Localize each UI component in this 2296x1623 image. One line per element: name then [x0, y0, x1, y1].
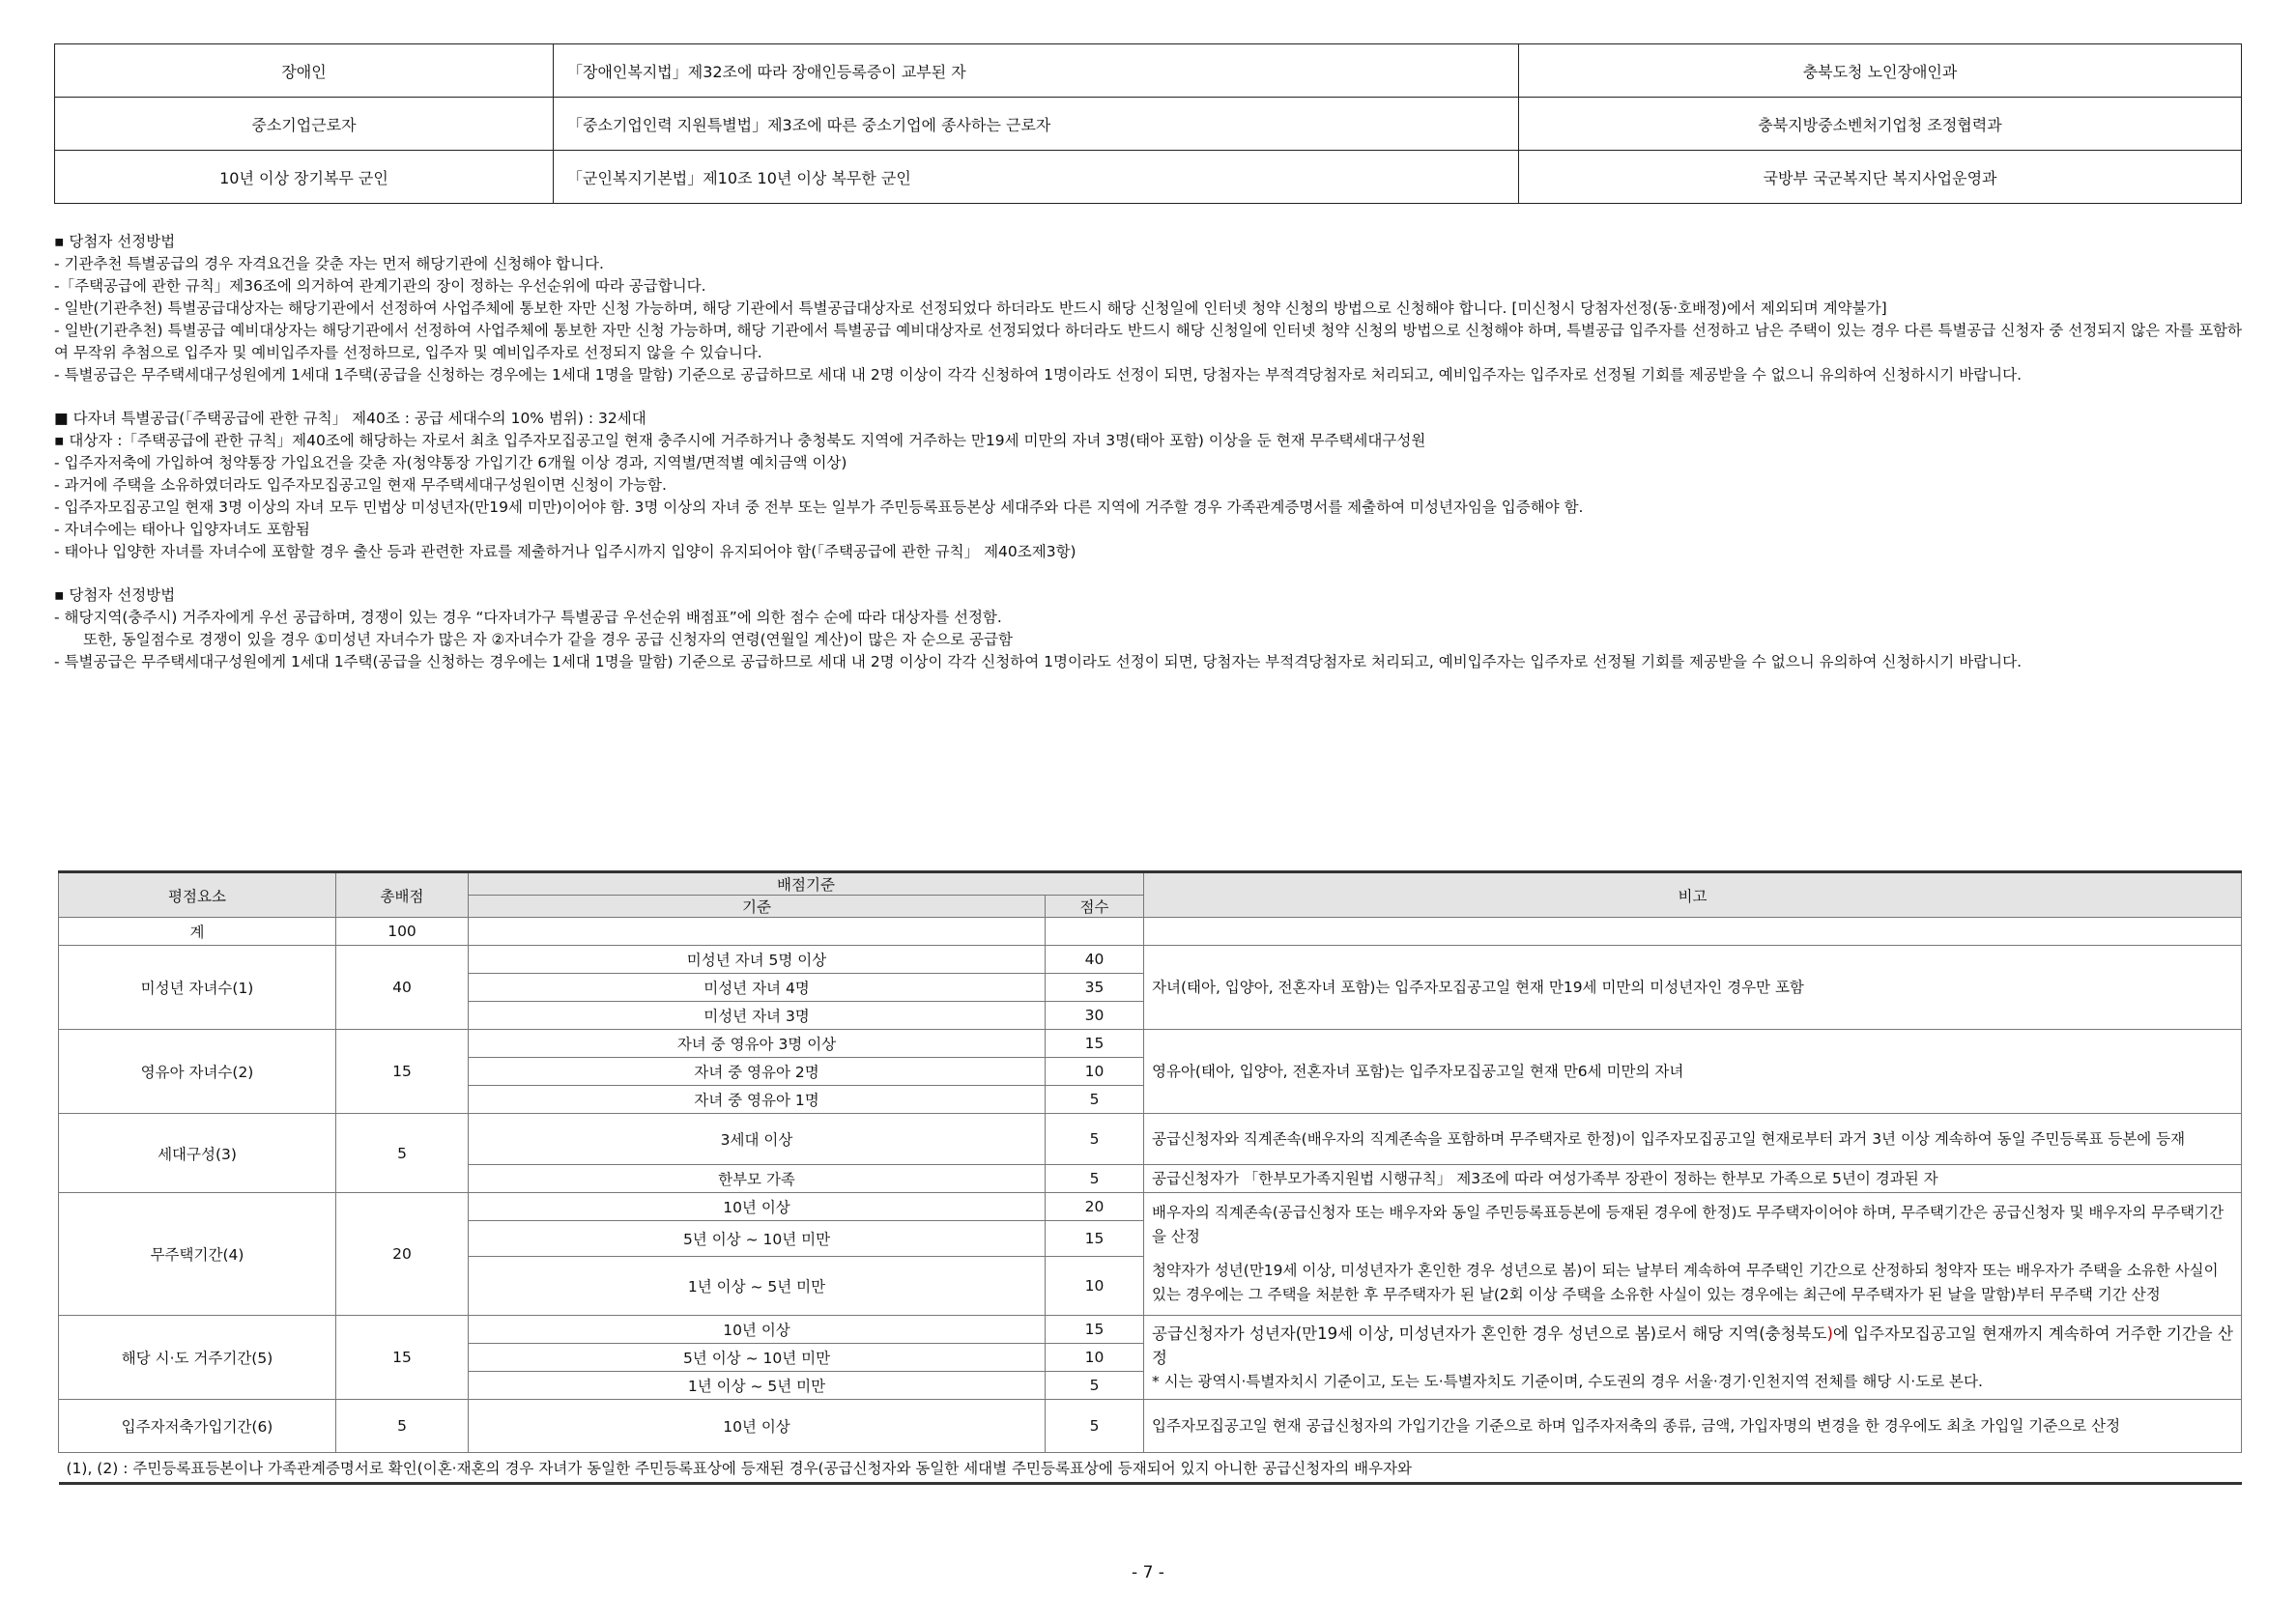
points-cell: 5: [1046, 1372, 1144, 1400]
section-heading: ■ 다자녀 특별공급(「주택공급에 관한 규칙」 제40조 : 공급 세대수의 10% 범위) : 32세대: [54, 410, 646, 427]
row-total: 15: [336, 1030, 469, 1114]
criteria-cell: 10년 이상: [469, 1400, 1046, 1453]
criteria-cell: 5년 이상 ~ 10년 미만: [469, 1221, 1046, 1257]
priority-score-table: [58, 870, 2242, 1485]
table-row: [55, 151, 2242, 204]
criteria-cell: 미성년 자녀 3명: [469, 1002, 1046, 1030]
points-cell: 30: [1046, 1002, 1144, 1030]
section-heading: ▪ 당첨자 선정방법: [54, 233, 176, 250]
row-label: 영유아 자녀수(2): [59, 1030, 336, 1114]
note-text-highlight: ): [1826, 1324, 1833, 1343]
paragraph-line: - 기관추천 특별공급의 경우 자격요건을 갖춘 자는 먼저 해당기관에 신청해야 합니다.: [54, 255, 604, 272]
points-cell: 10: [1046, 1344, 1144, 1372]
points-cell: 5: [1046, 1165, 1144, 1193]
table-footnote: (1), (2) : 주민등록표등본이나 가족관계증명서로 확인(이혼·재혼의 경우 자녀가 동일한 주민등록표상에 등재된 경우(공급신청자와 동일한 세대별 주민등록표상에 등재되어 있지 아니한 공급신청자의 배우자와: [59, 1453, 2242, 1484]
note-line: [1152, 1322, 2233, 1370]
paragraph-line: -「주택공급에 관한 규칙」제36조에 의거하여 관계기관의 장이 정하는 우선순위에 따라 공급합니다.: [54, 277, 706, 295]
page-number: - 7 -: [1132, 1563, 1164, 1582]
paragraph-line: - 과거에 주택을 소유하였더라도 입주자모집공고일 현재 무주택세대구성원이면 신청이 가능함.: [54, 476, 667, 494]
agency-cell: 충북지방중소벤처기업청 조정협력과: [1519, 98, 2242, 151]
basis-cell: 「장애인복지법」제32조에 따라 장애인등록증이 교부된 자: [554, 44, 1519, 98]
paragraph-line: - 특별공급은 무주택세대구성원에게 1세대 1주택(공급을 신청하는 경우에는 1세대 1명을 말함) 기준으로 공급하므로 세대 내 2명 이상이 각각 신청하여 1명이라도 선정이 되면, 당첨자는 부적격당첨자로 처리되고, 예비입주자는 입주자로 선정될 기회를 제공받을 수 없으니 유의하여 신청하시기 바랍니다.: [54, 653, 2023, 670]
points-cell: 40: [1046, 946, 1144, 974]
points-cell: 35: [1046, 974, 1144, 1002]
agency-cell: 국방부 국군복지단 복지사업운영과: [1519, 151, 2242, 204]
header-points: 점수: [1046, 896, 1144, 918]
points-cell: 5: [1046, 1086, 1144, 1114]
criteria-cell: 10년 이상: [469, 1193, 1046, 1221]
paragraph-line: - 일반(기관추천) 특별공급 예비대상자는 해당기관에서 선정하여 사업주체에 통보한 자만 신청 가능하며, 해당 기관에서 특별공급 예비대상자로 선정되었다 하더라도 반드시 해당 신청일에 인터넷 청약 신청의 방법으로 신청해야 하며, 특별공급 입주자를 선정하고 남은 주택이 있는 경우 다른 특별공급 신청자 중 선정되지 않은 자를 포함하여 무작위 추첨으로 입주자 및 예비입주자를 선정하므로, 입주자 및 예비입주자로 선정되지 않을 수 있습니다.: [54, 322, 2242, 361]
row-total: 20: [336, 1193, 469, 1316]
target-cell: 중소기업근로자: [55, 98, 554, 151]
points-cell: 15: [1046, 1030, 1144, 1058]
table-row: [59, 1114, 2242, 1165]
agency-cell: 충북도청 노인장애인과: [1519, 44, 2242, 98]
basis-cell: 「군인복지기본법」제10조 10년 이상 복무한 군인: [554, 151, 1519, 204]
points-cell: 20: [1046, 1193, 1144, 1221]
criteria-cell: 1년 이상 ~ 5년 미만: [469, 1372, 1046, 1400]
target-cell: 장애인: [55, 44, 554, 98]
note-line: * 시는 광역시·특별자치시 기준이고, 도는 도·특별자치도 기준이며, 수도권의 경우 서울·경기·인천지역 전체를 해당 시·도로 본다.: [1152, 1372, 1983, 1390]
body-text: [54, 231, 2242, 673]
header-criteria: 배점기준: [469, 872, 1144, 896]
row-label: 세대구성(3): [59, 1114, 336, 1193]
table-row: [55, 44, 2242, 98]
note-text: 에 입주자모집공고일 현재까지 계속하여 거주한 기간을 산정: [1152, 1324, 2233, 1367]
document-page: [54, 43, 2242, 1477]
points-cell: 15: [1046, 1316, 1144, 1344]
paragraph-line: ▪ 대상자 :「주택공급에 관한 규칙」제40조에 해당하는 자로서 최초 입주자모집공고일 현재 충주시에 거주하거나 충청북도 지역에 거주하는 만19세 미만의 자녀 3명(태아 포함) 이상을 둔 현재 무주택세대구성원: [54, 432, 1426, 449]
criteria-cell: 자녀 중 영유아 3명 이상: [469, 1030, 1046, 1058]
row-total: 5: [336, 1400, 469, 1453]
row-total: 15: [336, 1316, 469, 1400]
points-cell: 5: [1046, 1114, 1144, 1165]
criteria-cell: 미성년 자녀 4명: [469, 974, 1046, 1002]
paragraph-line: 또한, 동일점수로 경쟁이 있을 경우 ①미성년 자녀수가 많은 자 ②자녀수가 같을 경우 공급 신청자의 연령(연월일 계산)이 많은 자 순으로 공급함: [83, 631, 1013, 648]
criteria-cell: 3세대 이상: [469, 1114, 1046, 1165]
note-line: 청약자가 성년(만19세 이상, 미성년자가 혼인한 경우 성년으로 봄)이 되는 날부터 계속하여 무주택인 기간으로 산정하되 청약자 또는 배우자가 주택을 소유한 사실이 있는 경우에는 그 주택을 처분한 후 무주택자가 된 날(2회 이상 주택을 소유한 사실이 있는 경우에는 최근에 무주택자가 된 날을 말함)부터 무주택 기간 산정: [1152, 1262, 2219, 1303]
paragraph-line: - 태아나 입양한 자녀를 자녀수에 포함할 경우 출산 등과 관련한 자료를 제출하거나 입주시까지 입양이 유지되어야 함(「주택공급에 관한 규칙」 제40조제3항): [54, 543, 1076, 560]
criteria-cell: 5년 이상 ~ 10년 미만: [469, 1344, 1046, 1372]
row-label: 계: [59, 918, 336, 946]
row-label: 미성년 자녀수(1): [59, 946, 336, 1030]
criteria-cell: 미성년 자녀 5명 이상: [469, 946, 1046, 974]
row-label: 입주자저축가입기간(6): [59, 1400, 336, 1453]
row-total: 100: [336, 918, 469, 946]
note-text: 공급신청자가 성년자(만19세 이상, 미성년자가 혼인한 경우 성년으로 봄)로서 해당 지역(충청북도: [1152, 1324, 1827, 1343]
note-cell: 공급신청자가 「한부모가족지원법 시행규칙」 제3조에 따라 여성가족부 장관이 정하는 한부모 가족으로 5년이 경과된 자: [1144, 1165, 2242, 1193]
table-footnote-row: [59, 1453, 2242, 1484]
row-total: 40: [336, 946, 469, 1030]
note-cell: 입주자모집공고일 현재 공급신청자의 가입기간을 기준으로 하며 입주자저축의 종류, 금액, 가입자명의 변경을 한 경우에도 최초 가입일 기준으로 산정: [1144, 1400, 2242, 1453]
table-row: [55, 98, 2242, 151]
table-row: [59, 1400, 2242, 1453]
header-factor: 평점요소: [59, 872, 336, 918]
paragraph-line: - 입주자모집공고일 현재 3명 이상의 자녀 모두 민법상 미성년자(만19세 미만)이어야 함. 3명 이상의 자녀 중 전부 또는 일부가 주민등록표등본상 세대주와 다른 지역에 거주할 경우 가족관계증명서를 제출하여 미성년자임을 입증해야 함.: [54, 498, 1584, 516]
paragraph-line: - 입주자저축에 가입하여 청약통장 가입요건을 갖춘 자(청약통장 가입기간 6개월 이상 경과, 지역별/면적별 예치금액 이상): [54, 454, 847, 471]
table-row: [59, 1193, 2242, 1221]
note-line: 배우자의 직계존속(공급신청자 또는 배우자와 동일 주민등록표등본에 등재된 경우에 한정)도 무주택자이어야 하며, 무주택기간은 공급신청자 및 배우자의 무주택기간을 산정: [1152, 1204, 2224, 1245]
paragraph-line: - 특별공급은 무주택세대구성원에게 1세대 1주택(공급을 신청하는 경우에는 1세대 1명을 말함) 기준으로 공급하므로 세대 내 2명 이상이 각각 신청하여 1명이라도 선정이 되면, 당첨자는 부적격당첨자로 처리되고, 예비입주자는 입주자로 선정될 기회를 제공받을 수 없으니 유의하여 신청하시기 바랍니다.: [54, 366, 2023, 384]
note-cell: 영유아(태아, 입양아, 전혼자녀 포함)는 입주자모집공고일 현재 만6세 미만의 자녀: [1144, 1030, 2242, 1114]
points-cell: 10: [1046, 1257, 1144, 1316]
basis-cell: 「중소기업인력 지원특별법」제3조에 따른 중소기업에 종사하는 근로자: [554, 98, 1519, 151]
row-total: 5: [336, 1114, 469, 1193]
table-row: [59, 918, 2242, 946]
table-row: [59, 1030, 2242, 1058]
paragraph-line: - 해당지역(충주시) 거주자에게 우선 공급하며, 경쟁이 있는 경우 “다자녀가구 특별공급 우선순위 배점표”에 의한 점수 순에 따라 대상자를 선정함.: [54, 609, 1002, 626]
points-cell: 5: [1046, 1400, 1144, 1453]
note-cell: 공급신청자와 직계존속(배우자의 직계존속을 포함하며 무주택자로 한정)이 입주자모집공고일 현재로부터 과거 3년 이상 계속하여 동일 주민등록표 등본에 등재: [1144, 1114, 2242, 1165]
note-cell: [1144, 1193, 2242, 1316]
criteria-cell: 자녀 중 영유아 2명: [469, 1058, 1046, 1086]
criteria-cell: 자녀 중 영유아 1명: [469, 1086, 1046, 1114]
agency-table: [54, 43, 2242, 204]
table-row: [59, 1316, 2242, 1344]
paragraph-line: - 일반(기관추천) 특별공급대상자는 해당기관에서 선정하여 사업주체에 통보한 자만 신청 가능하며, 해당 기관에서 특별공급대상자로 선정되었다 하더라도 반드시 해당 신청일에 인터넷 청약 신청의 방법으로 신청해야 합니다. [미신청시 당첨자선정(동·호배정)에서 제외되며 계약불가]: [54, 299, 1887, 317]
criteria-cell: 한부모 가족: [469, 1165, 1046, 1193]
note-cell: [1144, 1316, 2242, 1400]
criteria-cell: 1년 이상 ~ 5년 미만: [469, 1257, 1046, 1316]
paragraph-line: - 자녀수에는 태아나 입양자녀도 포함됨: [54, 521, 310, 538]
table-row: [59, 946, 2242, 974]
section-heading: ▪ 당첨자 선정방법: [54, 586, 176, 604]
header-total: 총배점: [336, 872, 469, 918]
note-cell: 자녀(태아, 입양아, 전혼자녀 포함)는 입주자모집공고일 현재 만19세 미만의 미성년자인 경우만 포함: [1144, 946, 2242, 1030]
header-note: 비고: [1144, 872, 2242, 918]
target-cell: 10년 이상 장기복무 군인: [55, 151, 554, 204]
criteria-cell: 10년 이상: [469, 1316, 1046, 1344]
points-cell: 15: [1046, 1221, 1144, 1257]
header-basis: 기준: [469, 896, 1046, 918]
points-cell: 10: [1046, 1058, 1144, 1086]
row-label: 해당 시·도 거주기간(5): [59, 1316, 336, 1400]
row-label: 무주택기간(4): [59, 1193, 336, 1316]
